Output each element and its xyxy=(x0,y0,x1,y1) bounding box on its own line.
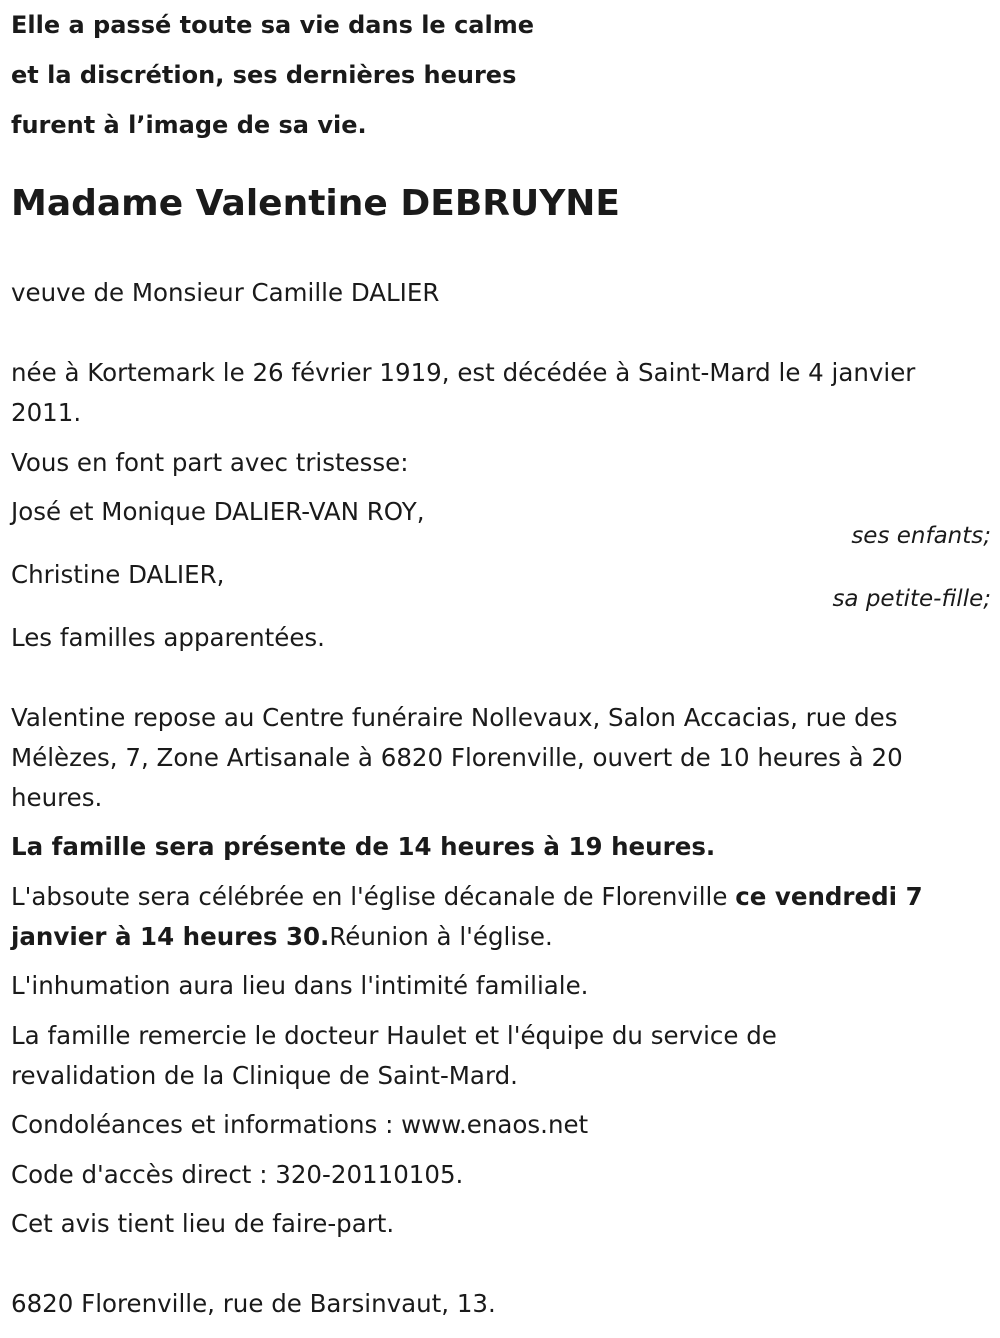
announce-text: Vous en font part avec tristesse: xyxy=(11,448,409,477)
access-code-text: Code d'accès direct : 320-20110105. xyxy=(11,1160,464,1189)
repose-line-2: Mélèzes, 7, Zone Artisanale à 6820 Florenville, ouvert de 10 heures à 20 xyxy=(11,743,903,772)
family-children-relation: ses enfants; xyxy=(851,523,991,549)
family-grandchild-names: Christine DALIER, xyxy=(11,560,225,589)
absoute-bold-2: janvier à 14 heures 30. xyxy=(11,922,330,951)
widow-of: veuve de Monsieur Camille DALIER xyxy=(11,278,440,307)
inhumation-text: L'inhumation aura lieu dans l'intimité familiale. xyxy=(11,971,589,1000)
birth-death-line-1: née à Kortemark le 26 février 1919, est décédée à Saint-Mard le 4 janvier xyxy=(11,358,916,387)
address-text: 6820 Florenville, rue de Barsinvaut, 13. xyxy=(11,1289,496,1318)
absoute-text-1: L'absoute sera célébrée en l'église décanale de Florenville xyxy=(11,882,736,911)
absoute-text-2: Réunion à l'église. xyxy=(329,922,553,951)
family-present: La famille sera présente de 14 heures à 19 heures. xyxy=(11,832,716,861)
epigraph-line-1: Elle a passé toute sa vie dans le calme xyxy=(11,11,534,39)
thanks-line-1: La famille remercie le docteur Haulet et l'équipe du service de xyxy=(11,1021,777,1050)
birth-death-line-2: 2011. xyxy=(11,398,82,427)
family-children-names: José et Monique DALIER-VAN ROY, xyxy=(11,497,425,526)
epigraph-line-3: furent à l’image de sa vie. xyxy=(11,111,367,139)
absoute-line-1 xyxy=(11,882,923,912)
repose-line-1: Valentine repose au Centre funéraire Nollevaux, Salon Accacias, rue des xyxy=(11,703,898,732)
relatives-text: Les familles apparentées. xyxy=(11,623,325,652)
epigraph-line-2: et la discrétion, ses dernières heures xyxy=(11,61,517,89)
family-grandchild-relation: sa petite-fille; xyxy=(832,586,991,612)
absoute-line-2 xyxy=(11,922,553,952)
deceased-name: Madame Valentine DEBRUYNE xyxy=(11,183,620,224)
repose-line-3: heures. xyxy=(11,783,103,812)
absoute-bold-1: ce vendredi 7 xyxy=(735,882,923,911)
notice-text: Cet avis tient lieu de faire-part. xyxy=(11,1209,395,1238)
condolences-text: Condoléances et informations : www.enaos.net xyxy=(11,1110,589,1139)
thanks-line-2: revalidation de la Clinique de Saint-Mard. xyxy=(11,1061,518,1090)
